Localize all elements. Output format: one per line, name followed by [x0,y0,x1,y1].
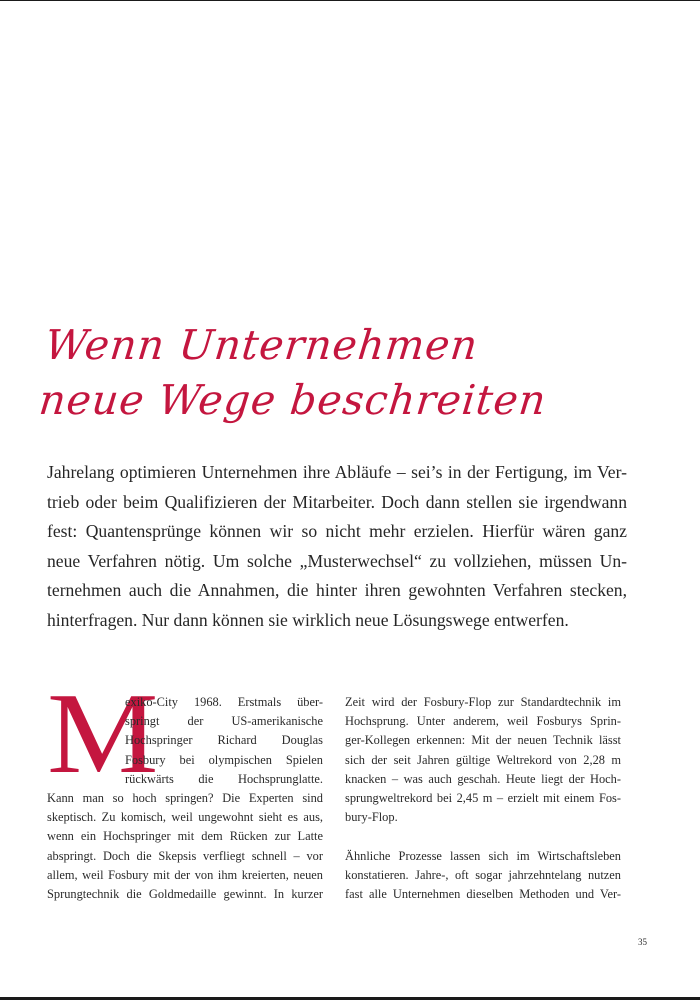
body-line: Sprungtechnik die Goldmedaille gewinnt. In kurzer [47,887,323,902]
intro-line: fest: Quantensprünge können wir so nicht mehr erzielen. Hierfür wären ganz [47,521,627,542]
body-line: sich der seit Jahren gültige Weltrekord von 2,28 m [345,752,621,767]
body-line: sprungweltrekord bei 2,45 m – erzielt mit einem Fos- [345,791,621,806]
page-title [36,318,555,428]
page-border-top [0,0,700,1]
body-line: springt der US-amerikanische [125,714,323,729]
body-line: konstatieren. Jahre-, oft sogar jahrzehntelang nutzen [345,867,621,882]
body-line: Hochspringer Richard Douglas [125,733,323,748]
intro-paragraph [47,458,627,636]
body-line: Fosbury bei olympischen Spielen [125,752,323,767]
intro-line: ternehmen auch die Annahmen, die hinter ihren gewohnten Verfahren stecken, [47,580,627,601]
body-line: Kann man so hoch springen? Die Experten sind [47,791,323,806]
body-line: abspringt. Doch die Skepsis verfliegt schnell – vor [47,848,323,863]
body-line: Hochsprung. Unter anderem, weil Fosburys Sprin- [345,714,621,729]
body-line: rückwärts die Hochsprunglatte. [125,771,323,786]
intro-line: neue Verfahren nötig. Um solche „Musterwechsel“ zu vollziehen, müssen Un- [47,550,627,571]
body-line: wenn ein Hochspringer mit dem Rücken zur Latte [47,829,323,844]
paragraph-gap [345,827,621,846]
body-line: Ähnliche Prozesse lassen sich im Wirtschaftsleben [345,848,621,863]
body-line: exiko-City 1968. Erstmals über- [125,695,323,709]
title-line-1: Wenn Unternehmen [42,321,481,369]
page-number: 35 [638,937,647,947]
intro-line: trieb oder beim Qualifizieren der Mitarbeiter. Doch dann stellen sie irgendwann [47,491,627,512]
body-line: allem, weil Fosbury mit der von ihm kreierten, neuen [47,867,323,882]
body-line: ger-Kollegen erkennen: Mit der neuen Technik lässt [345,733,621,748]
body-column-right [345,693,621,904]
body-line: skeptisch. Zu komisch, weil ungewohnt sieht es aus, [47,810,323,825]
body-line: fast alle Unternehmen dieselben Methoden und Ver- [345,887,621,902]
title-line-2: neue Wege beschreiten [36,376,549,424]
body-line: knacken – was auch geschah. Heute liegt der Hoch- [345,771,621,786]
body-line: Zeit wird der Fosbury-Flop zur Standardtechnik im [345,695,621,709]
drop-cap: M [47,670,159,798]
intro-line: Jahrelang optimieren Unternehmen ihre Abläufe – sei’s in der Fertigung, im Ver- [47,462,627,482]
intro-line: hinterfragen. Nur dann können sie wirklich neue Lösungswege entwerfen. [47,609,569,630]
body-line: bury-Flop. [345,810,398,825]
body-column-left [47,693,323,904]
